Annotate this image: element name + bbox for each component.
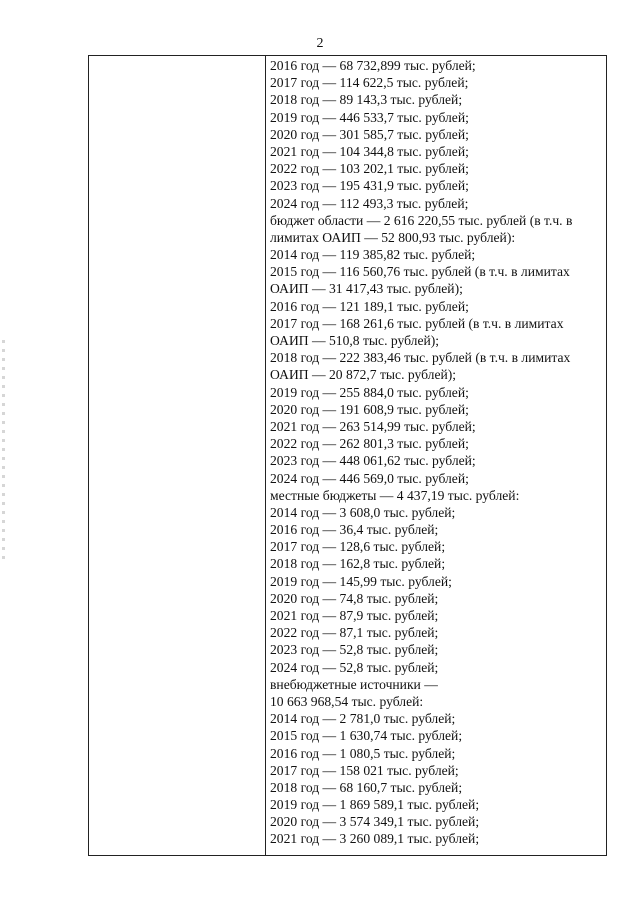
text-line: внебюджетные источники —: [270, 676, 438, 692]
text-line: 2018 год — 162,8 тыс. рублей;: [270, 556, 446, 572]
text-line: 2016 год — 121 189,1 тыс. рублей;: [270, 298, 469, 314]
text-line: 2017 год — 168 261,6 тыс. рублей (в т.ч. в лимитах: [270, 315, 564, 331]
text-line: 2019 год — 1 869 589,1 тыс. рублей;: [270, 797, 480, 813]
scan-margin-marks: [2, 340, 5, 560]
text-line: 2015 год — 116 560,76 тыс. рублей (в т.ч. в лимитах: [270, 264, 570, 280]
table-column-divider: [265, 56, 266, 855]
text-line: 2023 год — 448 061,62 тыс. рублей;: [270, 453, 476, 469]
text-line: 2022 год — 87,1 тыс. рублей;: [270, 625, 439, 641]
text-line: 2021 год — 87,9 тыс. рублей;: [270, 608, 439, 623]
text-line: 2020 год — 301 585,7 тыс. рублей;: [270, 126, 469, 142]
text-line: 2014 год — 2 781,0 тыс. рублей;: [270, 711, 456, 727]
page-number: 2: [316, 36, 324, 51]
text-line: 2023 год — 52,8 тыс. рублей;: [270, 642, 439, 658]
text-line: 2019 год — 145,99 тыс. рублей;: [270, 573, 452, 589]
text-line: 2016 год — 1 080,5 тыс. рублей;: [270, 745, 456, 761]
text-line: ОАИП — 510,8 тыс. рублей);: [270, 333, 440, 348]
text-line: местные бюджеты — 4 437,19 тыс. рублей:: [270, 487, 520, 503]
text-line: лимитах ОАИП — 52 800,93 тыс. рублей):: [270, 229, 516, 245]
text-line: 2016 год — 68 732,899 тыс. рублей;: [270, 58, 476, 73]
text-line: бюджет области — 2 616 220,55 тыс. рублей (в т.ч. в: [270, 212, 573, 228]
text-line: 2018 год — 68 160,7 тыс. рублей;: [270, 779, 463, 795]
text-line: 2021 год — 263 514,99 тыс. рублей;: [270, 418, 476, 434]
text-line: 2021 год — 3 260 089,1 тыс. рублей;: [270, 831, 480, 847]
text-line: ОАИП — 20 872,7 тыс. рублей);: [270, 367, 457, 383]
text-line: 2021 год — 104 344,8 тыс. рублей;: [270, 143, 469, 159]
text-line: 2017 год — 158 021 тыс. рублей;: [270, 762, 459, 778]
text-line: 2024 год — 52,8 тыс. рублей;: [270, 659, 439, 675]
text-line: ОАИП — 31 417,43 тыс. рублей);: [270, 281, 463, 297]
text-line: 2017 год — 114 622,5 тыс. рублей;: [270, 75, 469, 91]
text-line: 2018 год — 89 143,3 тыс. рублей;: [270, 92, 463, 108]
text-line: 2017 год — 128,6 тыс. рублей;: [270, 539, 446, 555]
text-line: 10 663 968,54 тыс. рублей:: [270, 693, 424, 709]
text-line: 2019 год — 446 533,7 тыс. рублей;: [270, 109, 469, 125]
text-line: 2016 год — 36,4 тыс. рублей;: [270, 522, 439, 538]
text-line: 2023 год — 195 431,9 тыс. рублей;: [270, 178, 469, 194]
text-line: 2019 год — 255 884,0 тыс. рублей;: [270, 384, 469, 400]
text-line: 2022 год — 103 202,1 тыс. рублей;: [270, 161, 469, 177]
document-table: [88, 55, 607, 856]
text-line: 2024 год — 112 493,3 тыс. рублей;: [270, 195, 469, 211]
text-line: 2014 год — 119 385,82 тыс. рублей;: [270, 247, 476, 263]
text-line: 2024 год — 446 569,0 тыс. рублей;: [270, 470, 469, 486]
funding-text-cell: [270, 57, 602, 848]
text-line: 2015 год — 1 630,74 тыс. рублей;: [270, 728, 463, 744]
text-line: 2018 год — 222 383,46 тыс. рублей (в т.ч. в лимитах: [270, 350, 571, 366]
text-line: 2014 год — 3 608,0 тыс. рублей;: [270, 504, 456, 520]
text-line: 2020 год — 3 574 349,1 тыс. рублей;: [270, 814, 480, 830]
text-line: 2020 год — 74,8 тыс. рублей;: [270, 590, 439, 606]
text-line: 2020 год — 191 608,9 тыс. рублей;: [270, 401, 469, 417]
text-line: 2022 год — 262 801,3 тыс. рублей;: [270, 436, 469, 452]
